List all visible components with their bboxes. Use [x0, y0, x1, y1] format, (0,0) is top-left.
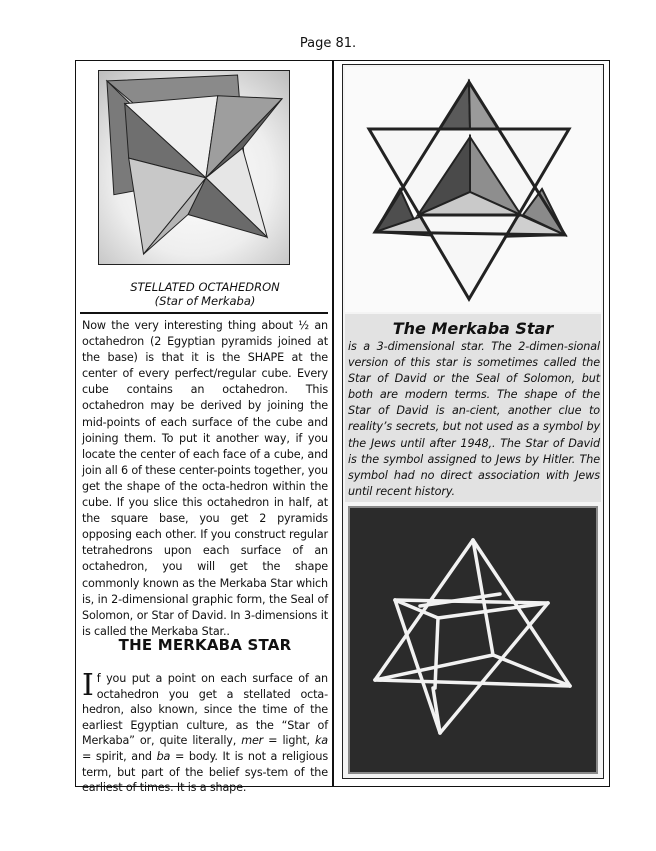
paragraph-octahedron: Now the very interesting thing about ½ an octahedron (2 Egyptian pyramids joined at the base) is that it is the SHAPE at the center of every perfect/regular cube. Every cube contains an octahedron. This octahedron may be derived by joining the mid-points of each surface of the cube and joining them. To put it another way, if you locate the center of each face of a cube, and join all 6 of these center-points together, you get the shape of the octa-hedron within the cube. If you slice this octahedron in half, at the square base, you get 2 pyramids opposing each other. If you construct regular tetrahedrons upon each surface of an octahedron, you will get the shape commonly known as the Merkaba Star which is, in 2-dimensional graphic form, the Seal of Solomon, or Star of David. In 3-dimensions it is called the Merkaba Star..: [82, 319, 329, 638]
caption-subtitle: (Star of Merkaba): [154, 294, 256, 308]
paragraph-text: f you put a point on each surface of an octahedron you get a stellated octa-hedron, also known, since the time of the earliest Egyptian culture, as the “Star of Merkaba” or, quite literally,: [82, 672, 328, 748]
stellated-octahedron-figure: [98, 70, 290, 265]
page-number: Page 81.: [299, 36, 357, 51]
term-mer: mer: [241, 734, 264, 748]
figure-caption: [80, 280, 330, 308]
column-divider: [332, 60, 334, 787]
merkaba-star-illustration: [345, 67, 601, 312]
merkaba-description: is a 3-dimensional star. The 2-dimen-sional version of this star is sometimes called the Star of David or the Seal of Solomon, but both are modern terms. The shape of the Star of David is an-cient, another clue to reality’s secrets, but not used as a symbol by the Jews until after 1948,. The Star of David is the symbol assigned to Jews by Hitler. The symbol had no direct association with Jews until recent history.: [348, 340, 600, 498]
term-ba: ba: [156, 749, 171, 763]
merkaba-heading: The Merkaba Star: [392, 319, 554, 338]
caption-title: STELLATED OCTAHEDRON: [130, 280, 280, 294]
drop-cap: I: [82, 668, 94, 703]
paragraph-text: = body. It is not a religious term, but part of the belief sys-tem of the earliest of times. It is a shape.: [82, 749, 328, 795]
merkaba-star-figure: [345, 67, 601, 312]
term-ka: ka: [314, 734, 328, 748]
paragraph-merkaba: [82, 668, 328, 796]
merkaba-model-photo: [348, 506, 598, 774]
caption-rule: [80, 312, 328, 314]
stick-model-illustration: [350, 508, 596, 772]
section-heading: THE MERKABA STAR: [118, 636, 292, 654]
paragraph-text: = spirit, and: [82, 749, 157, 763]
stellated-octahedron-illustration: [99, 71, 289, 264]
paragraph-text: = light,: [263, 734, 315, 748]
